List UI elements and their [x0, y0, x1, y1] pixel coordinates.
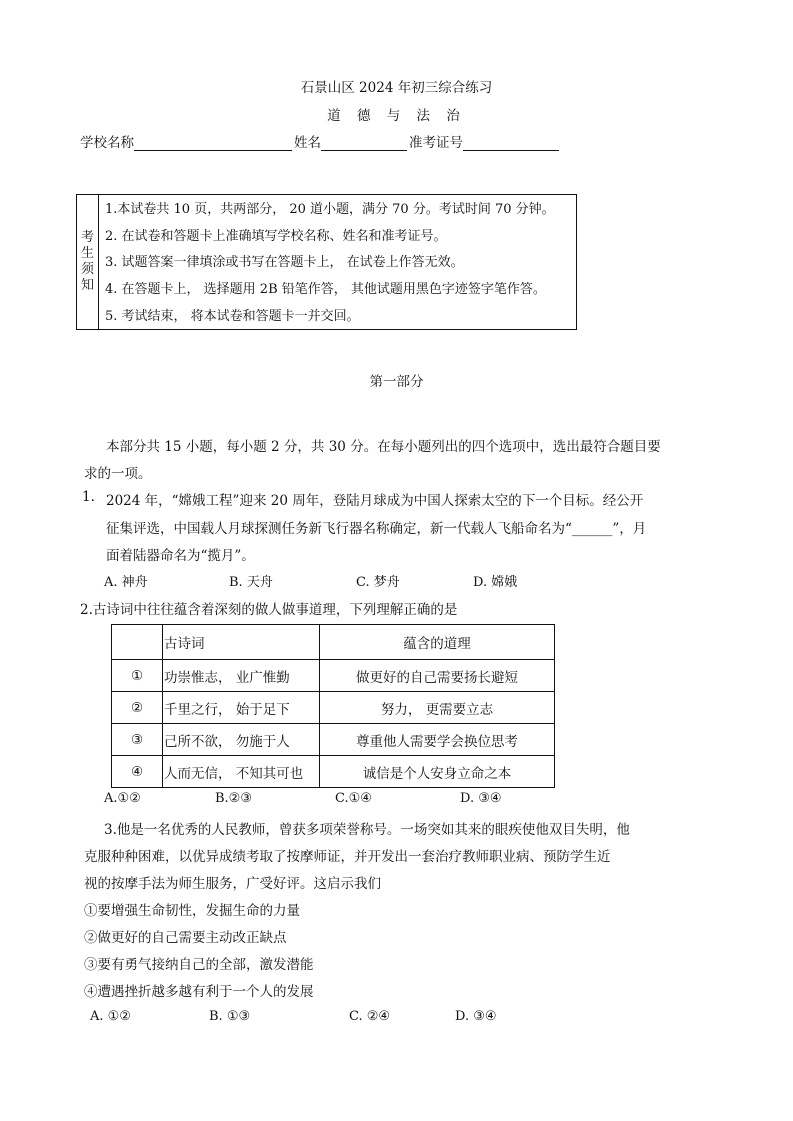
- table-cell: 千里之行， 始于足下: [163, 692, 320, 724]
- q3-statement: ①要增强生命韧性，发掘生命的力量: [84, 903, 300, 919]
- table-cell: ④: [112, 756, 163, 788]
- table-header-cell: 古诗词: [163, 625, 320, 660]
- q2-option-a: A.①②: [104, 791, 141, 806]
- q3-option-c: C. ②④: [349, 1009, 391, 1024]
- q3-option-a: A. ①②: [90, 1009, 131, 1024]
- notice-label: [77, 195, 99, 329]
- q1-option-a: A. 神舟: [104, 575, 148, 590]
- table-row: [112, 660, 555, 692]
- q1-stem-line: 2024 年，“嫦娥工程”迎来 20 周年，登陆月球成为中国人探索太空的下一个目标。经公开: [106, 493, 644, 509]
- q1-number: 1.: [82, 489, 95, 505]
- exam-title: 石景山区 2024 年初三综合练习: [300, 80, 493, 96]
- section-intro: 本部分共 15 小题，每小题 2 分，共 30 分。在每小题列出的四个选项中，选出最符合题目要: [106, 439, 661, 455]
- table-header-row: [112, 625, 555, 660]
- notice-label-char: 知: [80, 278, 94, 293]
- table-cell: 己所不欲， 勿施于人: [163, 724, 320, 756]
- q3-stem-line: 视的按摩手法为师生服务，广受好评。这启示我们: [84, 876, 381, 892]
- table-cell: ②: [112, 692, 163, 724]
- exam-id-blank: [463, 136, 559, 151]
- section-intro-cont: 求的一项。: [84, 466, 152, 482]
- table-cell: 尊重他人需要学会换位思考: [320, 724, 555, 756]
- q1-option-c: C. 梦舟: [356, 575, 400, 590]
- table-row: [112, 756, 555, 788]
- q3-statement: ②做更好的自己需要主动改正缺点: [84, 930, 287, 946]
- q2-stem: 2.古诗词中往往蕴含着深刻的做人做事道理，下列理解正确的是: [80, 602, 458, 618]
- subject-title: 道 德 与 法 治: [327, 108, 466, 124]
- table-cell: 人而无信， 不知其可也: [163, 756, 320, 788]
- q2-option-c: C.①④: [335, 791, 372, 806]
- q2-option-b: B.②③: [215, 791, 252, 806]
- notice-label-char: 考: [80, 230, 94, 245]
- table-cell: 功崇惟志， 业广惟勤: [163, 660, 320, 692]
- table-cell: ①: [112, 660, 163, 692]
- poem-table: [111, 624, 555, 788]
- student-info-row: [80, 131, 561, 151]
- q3-statement: ③要有勇气接纳自己的全部，激发潜能: [84, 957, 314, 973]
- table-header-cell: 蕴含的道理: [320, 625, 555, 660]
- table-cell: 努力， 更需要立志: [320, 692, 555, 724]
- name-blank: [321, 136, 407, 151]
- notice-item: 2. 在试卷和答题卡上准确填写学校名称、姓名和准考证号。: [105, 229, 447, 244]
- table-row: [112, 724, 555, 756]
- notice-item: 1.本试卷共 10 页，共两部分， 20 道小题，满分 70 分。考试时间 70 分钟。: [105, 202, 555, 217]
- name-label: 姓名: [294, 135, 321, 151]
- q1-option-d: D. 嫦娥: [473, 575, 518, 590]
- part-title: 第一部分: [369, 374, 424, 390]
- q2-option-d: D. ③④: [460, 791, 502, 806]
- exam-id-label: 准考证号: [409, 135, 463, 151]
- notice-label-char: 须: [80, 262, 94, 277]
- q3-stem-line: 克服种种困难，以优异成绩考取了按摩师证，并开发出一套治疗教师职业病、预防学生近: [84, 849, 611, 865]
- notice-item: 3. 试题答案一律填涂或书写在答题卡上， 在试卷上作答无效。: [105, 255, 464, 270]
- q3-option-b: B. ①③: [209, 1009, 251, 1024]
- school-name-blank: [134, 136, 292, 151]
- table-cell: 做更好的自己需要扬长避短: [320, 660, 555, 692]
- q3-stem-line: 3.他是一名优秀的人民教师，曾获多项荣誉称号。一场突如其来的眼疾使他双目失明，他: [104, 822, 630, 838]
- exam-notice-box: [76, 194, 577, 330]
- table-cell: 诚信是个人安身立命之本: [320, 756, 555, 788]
- school-name-label: 学校名称: [80, 135, 134, 151]
- notice-label-char: 生: [80, 246, 94, 261]
- table-row: [112, 692, 555, 724]
- q1-stem-line: 征集评选，中国载人月球探测任务新飞行器名称确定，新一代载人飞船命名为“______”，月: [106, 521, 647, 537]
- q1-option-b: B. 天舟: [229, 575, 273, 590]
- notice-item: 5. 考试结束， 将本试卷和答题卡一并交回。: [105, 309, 360, 324]
- q3-option-d: D. ③④: [455, 1009, 497, 1024]
- notice-item: 4. 在答题卡上， 选择题用 2B 铅笔作答， 其他试题用黑色字迹签字笔作答。: [105, 282, 546, 297]
- table-header-cell: [112, 625, 163, 660]
- table-cell: ③: [112, 724, 163, 756]
- q3-statement: ④遭遇挫折越多越有利于一个人的发展: [84, 984, 314, 1000]
- q1-stem-line: 面着陆器命名为“揽月”。: [106, 548, 255, 564]
